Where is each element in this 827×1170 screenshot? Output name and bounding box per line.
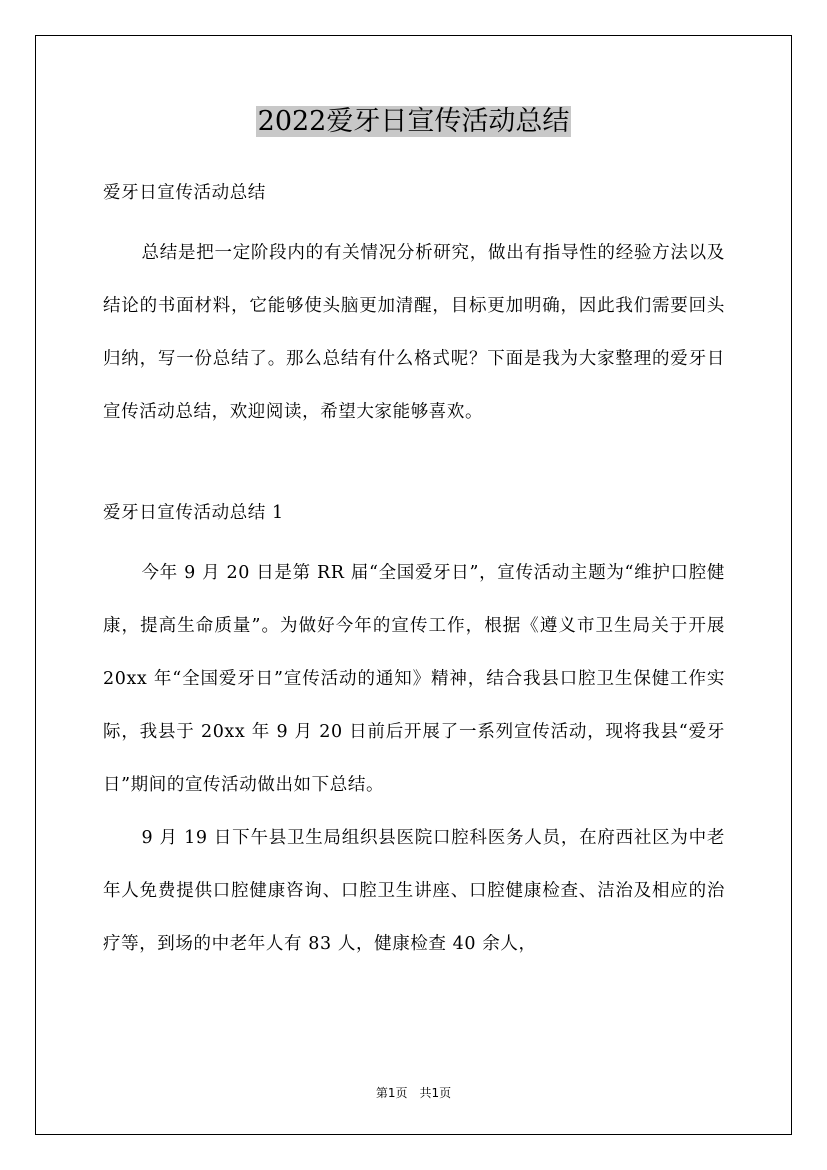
document-body [103, 173, 725, 971]
document-title-text: 2022爱牙日宣传活动总结 [257, 106, 570, 137]
document-title [0, 100, 827, 144]
section1-paragraph-1: 今年 9 月 20 日是第 RR 届“全国爱牙日”，宣传活动主题为“维护口腔健康，提高生命质量”。为做好今年的宣传工作，根据《遵义市卫生局关于开展 20xx 年“全国爱牙日”宣传活动的通知》精神，结合我县口腔卫生保健工作实际，我县于 20xx 年 9 月 20 日前后开展了一系列宣传活动，现将我县“爱牙日”期间的宣传活动做出如下总结。 [103, 563, 725, 795]
page-footer: 第1页 共1页 [375, 1086, 452, 1100]
section1-paragraph-2: 9 月 19 日下午县卫生局组织县医院口腔科医务人员，在府西社区为中老年人免费提供口腔健康咨询、口腔卫生讲座、口腔健康检查、洁治及相应的治疗等，到场的中老年人有 83 人，健康检查 40 余人， [103, 828, 725, 954]
document-subtitle: 爱牙日宣传活动总结 [103, 183, 266, 203]
section-gap [103, 439, 725, 493]
section1-heading: 爱牙日宣传活动总结 1 [103, 503, 284, 523]
intro-paragraph: 总结是把一定阶段内的有关情况分析研究，做出有指导性的经验方法以及结论的书面材料，它能够使头脑更加清醒，目标更加明确，因此我们需要回头归纳，写一份总结了。那么总结有什么格式呢？下面是我为大家整理的爱牙日宣传活动总结，欢迎阅读，希望大家能够喜欢。 [103, 243, 725, 422]
